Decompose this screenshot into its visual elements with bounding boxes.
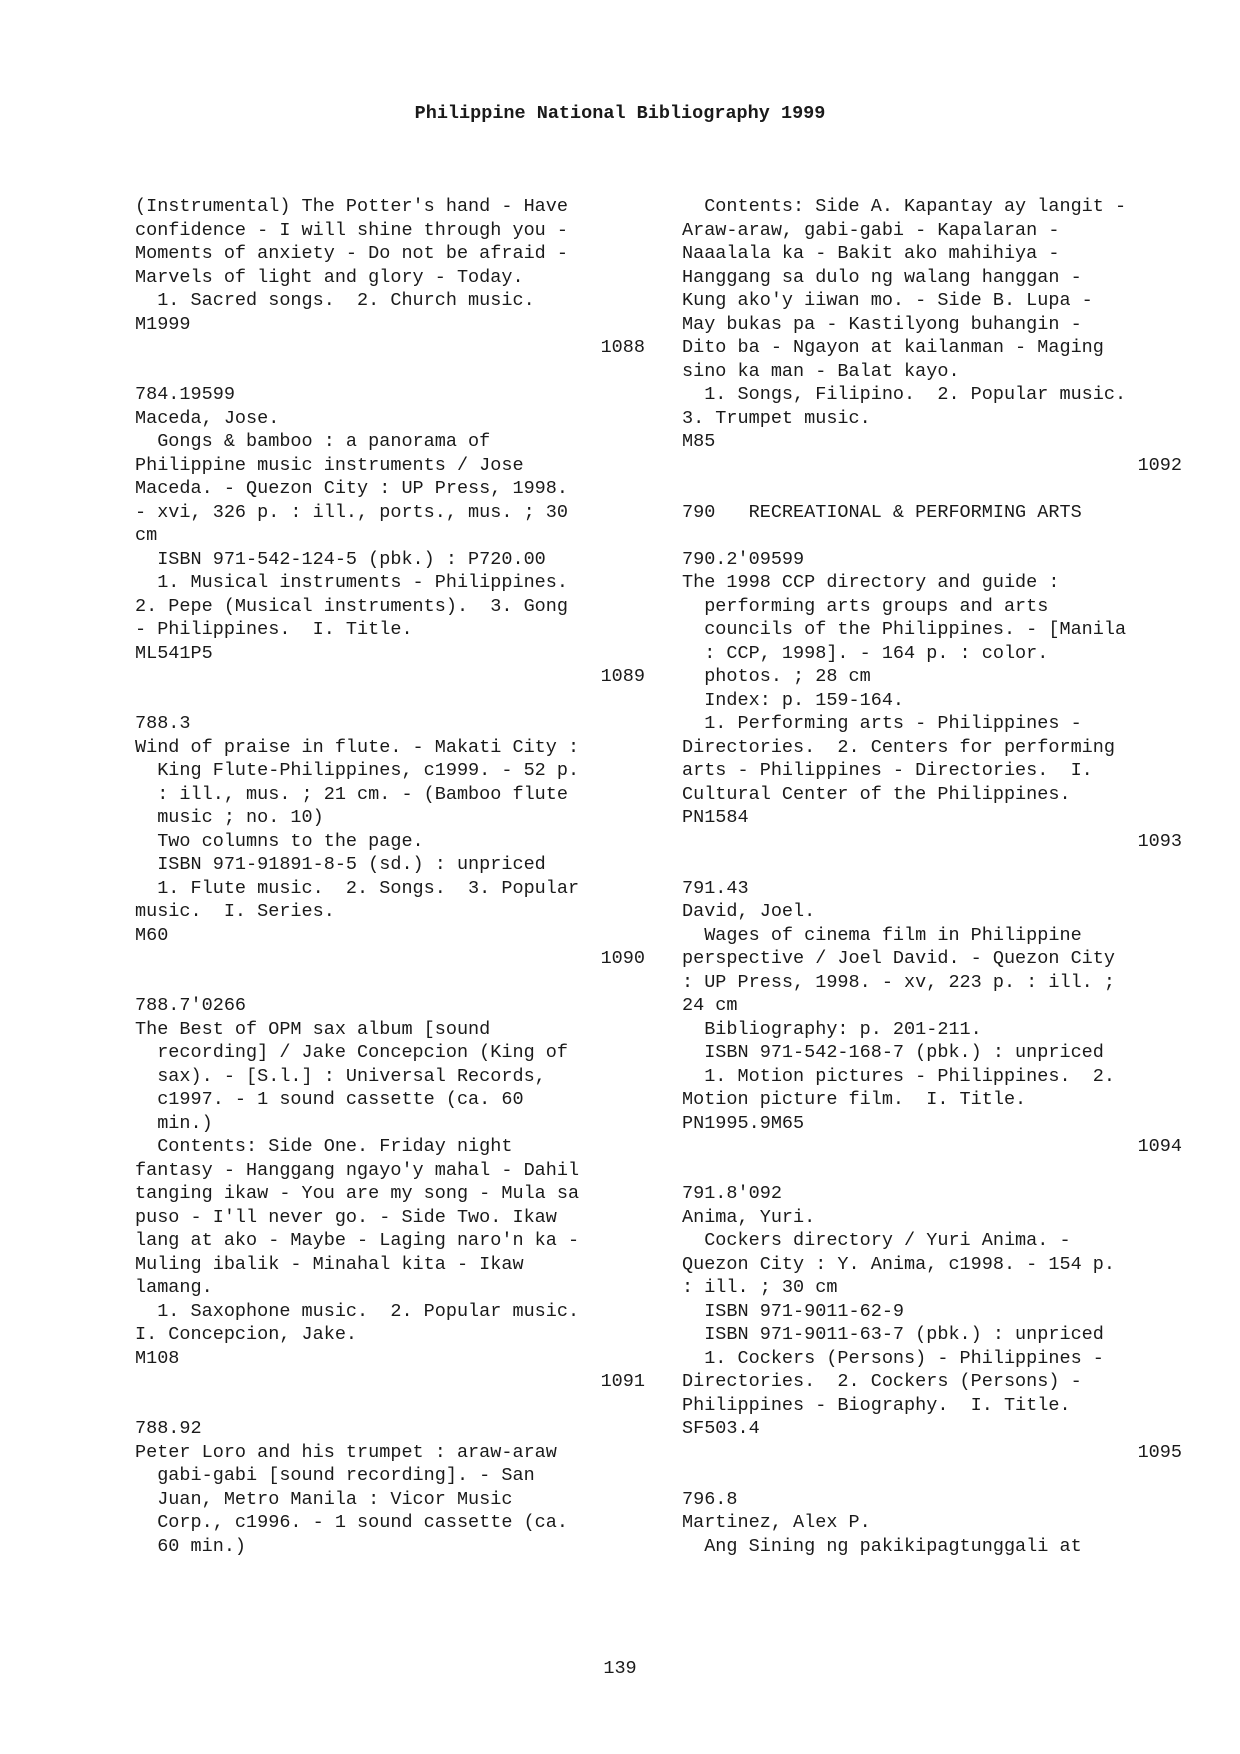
text-line: The Best of OPM sax album [sound <box>135 1018 491 1040</box>
text-line: David, Joel. <box>682 901 816 922</box>
text-line: arts - Philippines - Directories. I. <box>682 760 1093 781</box>
text-line: Wages of cinema film in Philippine <box>682 924 1082 946</box>
text-line: Ang Sining ng pakikipagtunggali at <box>682 1535 1082 1557</box>
text-line: cm <box>135 525 158 546</box>
text-line: Maceda. - Quezon City : UP Press, 1998. <box>135 478 568 499</box>
text-line: photos. ; 28 cm <box>682 666 871 687</box>
entry-number: 1090 <box>600 948 645 969</box>
page-number: 139 <box>603 1658 637 1679</box>
text-line: Dito ba - Ngayon at kailanman - Maging <box>682 337 1104 358</box>
text-line: M108 <box>135 1347 180 1369</box>
text-line: 791.8'092 <box>682 1183 782 1204</box>
entry-number: 1092 <box>1137 454 1182 476</box>
entry-number: 1094 <box>1137 1136 1182 1157</box>
text-line: 1. Saxophone music. 2. Popular music. <box>135 1300 580 1322</box>
text-line: c1997. - 1 sound cassette (ca. 60 <box>135 1089 524 1110</box>
text-line: Anima, Yuri. <box>682 1206 816 1228</box>
blank-line <box>135 1394 645 1418</box>
text-line: Philippines - Biography. I. Title. <box>682 1394 1071 1416</box>
text-line: Gongs & bamboo : a panorama of <box>135 431 491 452</box>
text-line: 1. Motion pictures - Philippines. 2. <box>682 1065 1115 1087</box>
text-line: Kung ako'y iiwan mo. - Side B. Lupa - <box>682 290 1093 311</box>
text-line: 3. Trumpet music. <box>682 407 871 429</box>
text-line: puso - I'll never go. - Side Two. Ikaw <box>135 1206 557 1228</box>
text-line: I. Concepcion, Jake. <box>135 1324 358 1345</box>
text-line: 790 RECREATIONAL & PERFORMING ARTS <box>682 501 1082 523</box>
text-line: : UP Press, 1998. - xv, 223 p. : ill. ; <box>682 971 1115 993</box>
entry-number: 1093 <box>1137 830 1182 852</box>
text-line: tanging ikaw - You are my song - Mula sa <box>135 1183 580 1204</box>
text-line: - Philippines. I. Title. <box>135 619 413 640</box>
blank-line <box>135 360 645 384</box>
text-line: 796.8 <box>682 1488 738 1510</box>
text-line: sino ka man - Balat kayo. <box>682 360 960 382</box>
blank-line <box>682 853 1182 877</box>
text-line: Cockers directory / Yuri Anima. - <box>682 1230 1071 1251</box>
text-line: 1. Cockers (Persons) - Philippines - <box>682 1347 1104 1369</box>
text-line: lamang. <box>135 1277 213 1298</box>
text-line: Directories. 2. Cockers (Persons) - <box>682 1371 1082 1392</box>
text-line: Juan, Metro Manila : Vicor Music <box>135 1488 513 1510</box>
text-line: ML541P5 <box>135 642 213 664</box>
text-line: sax). - [S.l.] : Universal Records, <box>135 1065 546 1087</box>
text-line: Maceda, Jose. <box>135 407 280 429</box>
text-line: ISBN 971-542-124-5 (pbk.) : P720.00 <box>135 548 546 570</box>
text-line: 1. Sacred songs. 2. Church music. <box>135 290 535 311</box>
text-line: : ill. ; 30 cm <box>682 1277 838 1298</box>
text-line: Philippine music instruments / Jose <box>135 454 524 476</box>
text-line: King Flute-Philippines, c1999. - 52 p. <box>135 760 580 781</box>
text-line: Cultural Center of the Philippines. <box>682 783 1071 805</box>
text-line: 791.43 <box>682 877 749 899</box>
text-line: 1. Songs, Filipino. 2. Popular music. <box>682 384 1127 405</box>
text-line: ISBN 971-91891-8-5 (sd.) : unpriced <box>135 854 546 875</box>
text-line: Corp., c1996. - 1 sound cassette (ca. <box>135 1512 568 1533</box>
text-line: min.) <box>135 1112 213 1134</box>
text-line: Two columns to the page. <box>135 830 424 852</box>
text-line: confidence - I will shine through you - <box>135 219 568 241</box>
entry-number: 1088 <box>600 337 645 358</box>
text-line: PN1584 <box>682 807 749 828</box>
text-line: 784.19599 <box>135 384 235 405</box>
text-line: - xvi, 326 p. : ill., ports., mus. ; 30 <box>135 501 568 523</box>
text-line: : ill., mus. ; 21 cm. - (Bamboo flute <box>135 783 568 805</box>
text-line: Muling ibalik - Minahal kita - Ikaw <box>135 1253 524 1275</box>
text-line: Martinez, Alex P. <box>682 1512 871 1533</box>
text-line: Moments of anxiety - Do not be afraid - <box>135 243 568 264</box>
text-line: lang at ako - Maybe - Laging naro'n ka - <box>135 1230 580 1251</box>
left-column <box>135 195 645 1558</box>
entry-number: 1095 <box>1137 1441 1182 1463</box>
text-line: M85 <box>682 431 716 452</box>
text-line: Naaalala ka - Bakit ako mahihiya - <box>682 243 1060 264</box>
text-line: 788.92 <box>135 1418 202 1439</box>
text-line: 1. Performing arts - Philippines - <box>682 713 1082 734</box>
entry-number: 1091 <box>600 1371 645 1392</box>
blank-line <box>682 524 1182 548</box>
blank-line <box>682 1159 1182 1183</box>
blank-line <box>135 971 645 995</box>
text-line: fantasy - Hanggang ngayo'y mahal - Dahil <box>135 1159 580 1181</box>
text-line: 60 min.) <box>135 1535 247 1557</box>
text-line: SF503.4 <box>682 1418 760 1439</box>
text-line: Peter Loro and his trumpet : araw-araw <box>135 1441 557 1463</box>
text-line: M1999 <box>135 313 191 335</box>
text-line: Directories. 2. Centers for performing <box>682 736 1115 758</box>
blank-line <box>135 689 645 713</box>
right-column <box>682 195 1182 1558</box>
text-line: Wind of praise in flute. - Makati City : <box>135 736 580 758</box>
text-line: M60 <box>135 924 169 946</box>
text-line: 788.3 <box>135 713 191 734</box>
text-line: (Instrumental) The Potter's hand - Have <box>135 196 568 217</box>
text-line: May bukas pa - Kastilyong buhangin - <box>682 313 1082 335</box>
text-line: 24 cm <box>682 995 738 1016</box>
text-line: ISBN 971-9011-63-7 (pbk.) : unpriced <box>682 1324 1104 1345</box>
blank-line <box>682 1464 1182 1488</box>
text-line: 1. Musical instruments - Philippines. <box>135 572 568 593</box>
text-line: performing arts groups and arts <box>682 595 1049 617</box>
text-line: Araw-araw, gabi-gabi - Kapalaran - <box>682 219 1060 241</box>
blank-line <box>682 477 1182 501</box>
text-line: Contents: Side One. Friday night <box>135 1136 513 1157</box>
text-line: music ; no. 10) <box>135 807 324 828</box>
text-line: Index: p. 159-164. <box>682 689 905 711</box>
text-line: : CCP, 1998]. - 164 p. : color. <box>682 642 1049 664</box>
text-line: Hanggang sa dulo ng walang hanggan - <box>682 266 1082 288</box>
text-line: 790.2'09599 <box>682 548 805 570</box>
text-line: 2. Pepe (Musical instruments). 3. Gong <box>135 595 568 617</box>
page-title: Philippine National Bibliography 1999 <box>414 103 826 124</box>
text-line: 1. Flute music. 2. Songs. 3. Popular <box>135 877 580 899</box>
text-line: music. I. Series. <box>135 901 335 922</box>
text-line: Motion picture film. I. Title. <box>682 1089 1027 1110</box>
text-line: councils of the Philippines. - [Manila <box>682 619 1127 640</box>
text-line: Quezon City : Y. Anima, c1998. - 154 p. <box>682 1253 1115 1275</box>
text-line: ISBN 971-542-168-7 (pbk.) : unpriced <box>682 1042 1104 1063</box>
text-line: gabi-gabi [sound recording]. - San <box>135 1465 535 1486</box>
text-line: ISBN 971-9011-62-9 <box>682 1300 905 1322</box>
text-line: Marvels of light and glory - Today. <box>135 266 524 288</box>
text-line: perspective / Joel David. - Quezon City <box>682 948 1115 969</box>
text-line: PN1995.9M65 <box>682 1112 805 1134</box>
entry-number: 1089 <box>600 666 645 687</box>
text-line: recording] / Jake Concepcion (King of <box>135 1042 568 1063</box>
text-line: The 1998 CCP directory and guide : <box>682 572 1060 593</box>
text-line: 788.7'0266 <box>135 995 247 1016</box>
text-line: Bibliography: p. 201-211. <box>682 1018 982 1040</box>
text-line: Contents: Side A. Kapantay ay langit - <box>682 196 1127 217</box>
